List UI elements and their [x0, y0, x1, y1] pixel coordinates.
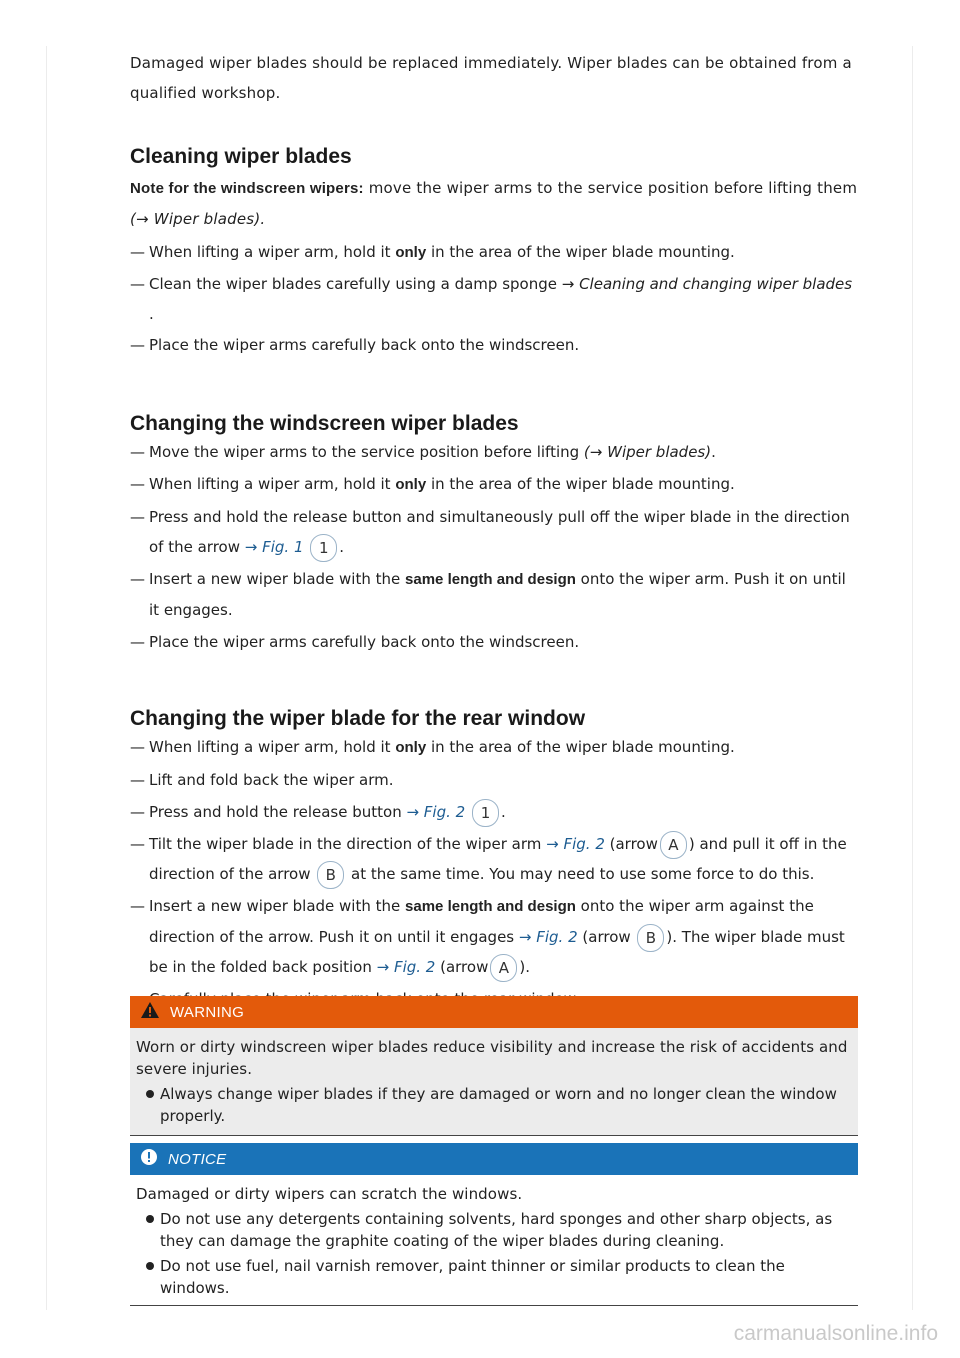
note-windscreen: Note for the windscreen wipers: move the wiper arms to the service position before lifting them [130, 179, 858, 197]
warning-box [130, 996, 858, 1136]
callout-1: 1 [310, 534, 337, 562]
notice-box [130, 1143, 858, 1306]
warning-triangle-icon [140, 1001, 160, 1023]
notice-title: NOTICE [168, 1150, 227, 1168]
cleaning-changing-link[interactable]: → Cleaning and changing wiper blades [561, 275, 853, 293]
watermark-text: carmanualsonline.info [733, 1322, 938, 1345]
rear-step-4: — Tilt the wiper blade in the direction of the wiper arm → Fig. 2 (arrow A ) and pull it off in the direction of the arrow B at the same time. You may need to use some force to do this. [130, 829, 860, 889]
changing-step-2: — When lifting a wiper arm, hold it only in the area of the wiper blade mounting. [130, 475, 735, 493]
intro-paragraph: Damaged wiper blades should be replaced immediately. Wiper blades can be obtained from a qualified workshop. [130, 54, 852, 102]
notice-text: Damaged or dirty wipers can scratch the windows. [136, 1185, 523, 1203]
notice-header [130, 1143, 858, 1175]
cleaning-step-2: — Clean the wiper blades carefully using a damp sponge → Cleaning and changing wiper blades . [130, 275, 853, 323]
left-margin-rule [46, 46, 47, 1310]
warning-header [130, 996, 858, 1028]
wiper-blades-link[interactable]: (→ Wiper blades). [130, 210, 266, 228]
notice-body [130, 1175, 858, 1306]
callout-a: A [490, 954, 517, 982]
callout-b: B [317, 861, 344, 889]
heading-changing: Changing the windscreen wiper blades [130, 412, 519, 435]
callout-b: B [637, 924, 664, 952]
manual-page [130, 48, 860, 1014]
rear-step-2: — Lift and fold back the wiper arm. [130, 771, 394, 789]
fig1-link[interactable]: → Fig. 1 [244, 538, 304, 556]
changing-step-1: — Move the wiper arms to the service position before lifting (→ Wiper blades). [130, 443, 716, 461]
fig2-link[interactable]: → Fig. 2 [376, 958, 436, 976]
fig2-link[interactable]: → Fig. 2 [518, 928, 578, 946]
heading-rear: Changing the wiper blade for the rear window [130, 707, 586, 730]
heading-cleaning: Cleaning wiper blades [130, 145, 352, 168]
changing-step-3: — Press and hold the release button and simultaneously pull off the wiper blade in the direction of the arrow → Fig. 1 1 . [130, 502, 860, 562]
rear-step-5: — Insert a new wiper blade with the same length and design onto the wiper arm against the direction of the arrow. Push it on until it engages → Fig. 2 (arrow B ). The wiper blade must be in the folded back position → Fig. 2 (arrow A ). [130, 891, 860, 982]
warning-title: WARNING [170, 1003, 245, 1021]
warning-text: Worn or dirty windscreen wiper blades reduce visibility and increase the risk of accidents and severe injuries. [136, 1038, 848, 1078]
rear-step-3: — Press and hold the release button → Fig. 2 1 . [130, 797, 860, 827]
changing-step-4: — Insert a new wiper blade with the same length and design onto the wiper arm. Push it on until it engages. [130, 570, 846, 619]
wiper-blades-link[interactable]: (→ Wiper blades) [583, 443, 712, 461]
warning-bullet: Always change wiper blades if they are damaged or worn and no longer clean the window properly. [136, 1083, 848, 1127]
rear-step-1: — When lifting a wiper arm, hold it only in the area of the wiper blade mounting. [130, 738, 735, 756]
exclamation-circle-icon [140, 1148, 158, 1170]
notice-bullet: Do not use fuel, nail varnish remover, paint thinner or similar products to clean the windows. [136, 1255, 848, 1299]
warning-body [130, 1028, 858, 1136]
callout-1: 1 [472, 799, 499, 827]
callout-a: A [660, 831, 687, 859]
notice-bullet: Do not use any detergents containing solvents, hard sponges and other sharp objects, as they can damage the graphite coating of the wiper blades during cleaning. [136, 1208, 848, 1252]
fig2-link[interactable]: → Fig. 2 [546, 835, 605, 853]
cleaning-step-3: — Place the wiper arms carefully back onto the windscreen. [130, 336, 580, 354]
cleaning-step-1: — When lifting a wiper arm, hold it only in the area of the wiper blade mounting. [130, 243, 735, 261]
right-margin-rule [912, 46, 913, 1310]
changing-step-5: — Place the wiper arms carefully back onto the windscreen. [130, 633, 580, 651]
fig2-link[interactable]: → Fig. 2 [406, 803, 466, 821]
